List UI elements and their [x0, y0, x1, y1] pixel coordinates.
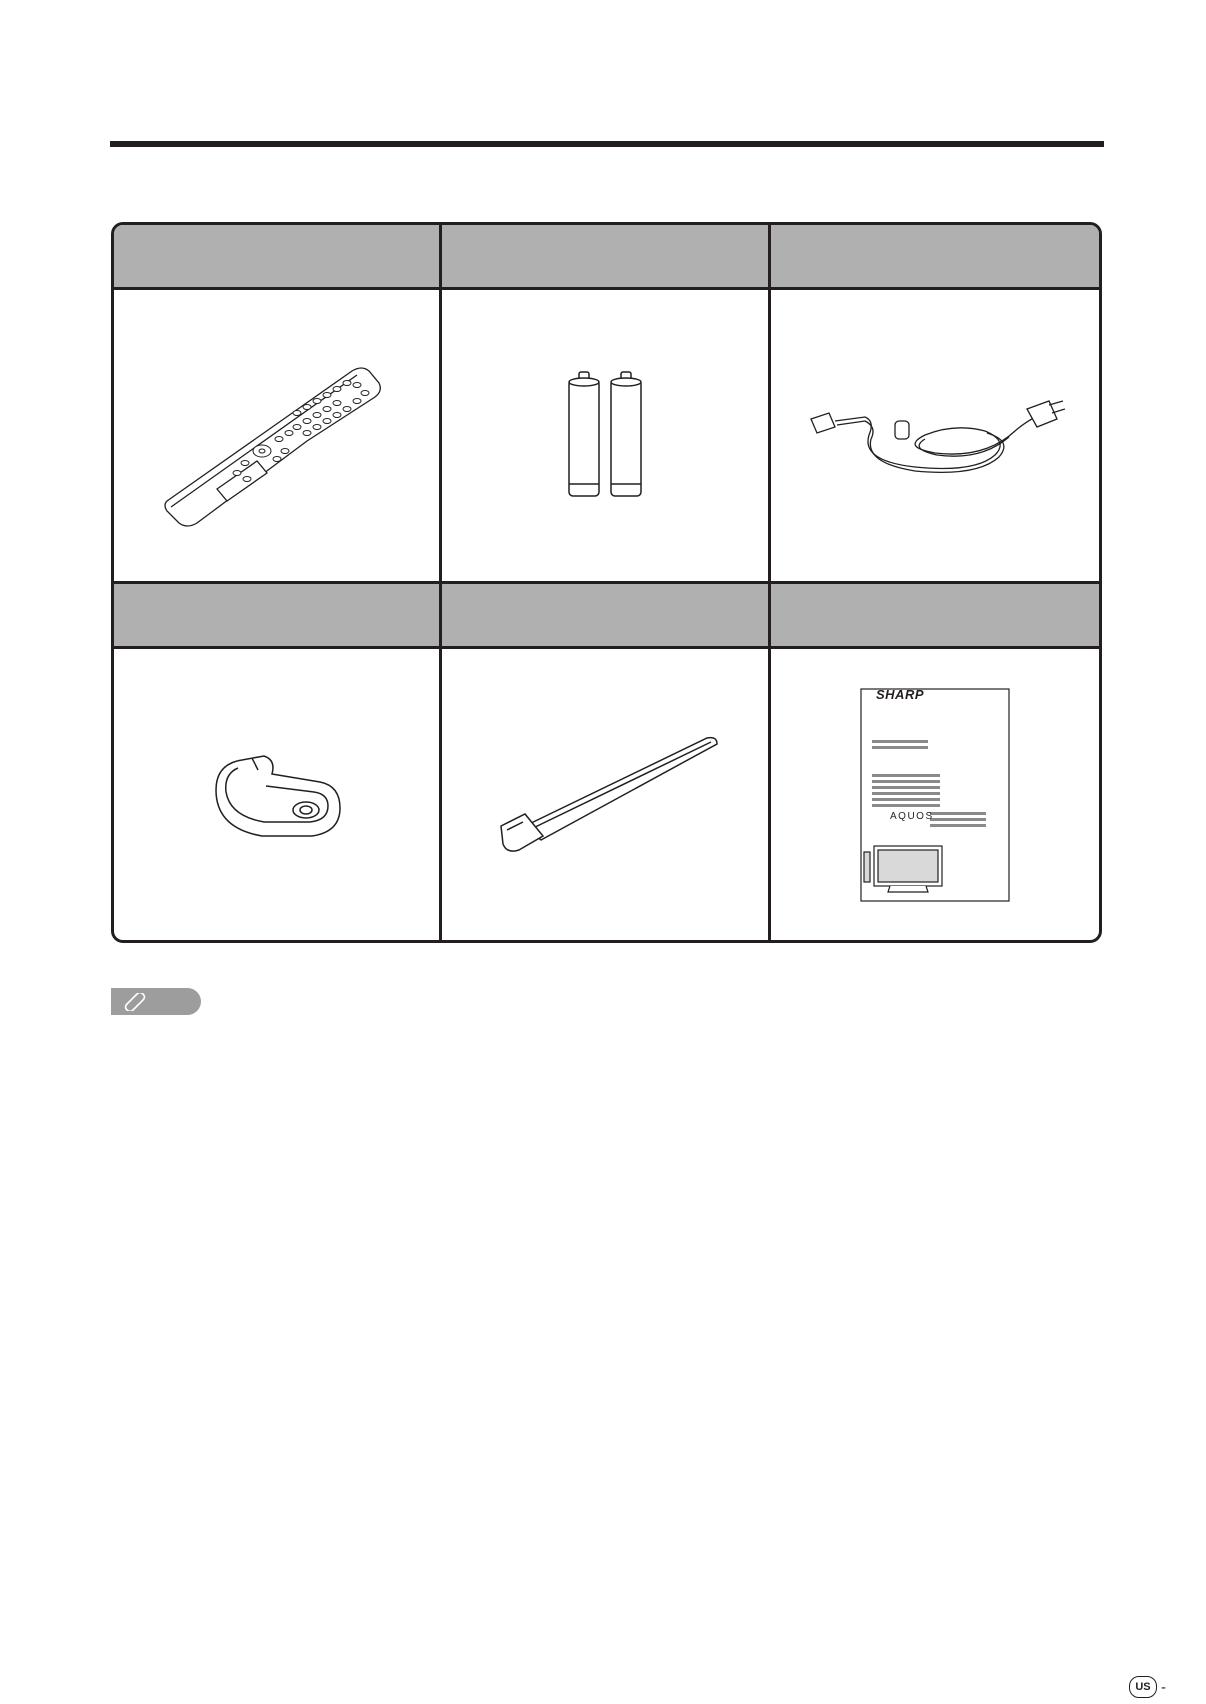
region-badge: US — [1129, 1676, 1157, 1698]
accessory-header-1 — [114, 225, 442, 290]
accessory-header-4 — [114, 584, 442, 649]
cable-tie-icon — [485, 730, 725, 860]
accessories-grid — [111, 222, 1102, 943]
paperclip-icon — [121, 993, 147, 1011]
accessory-cell-manual — [771, 649, 1099, 940]
aa-batteries-icon — [555, 366, 655, 506]
accessory-header-2 — [442, 225, 770, 290]
accessory-header-5 — [442, 584, 770, 649]
accessory-header-6 — [771, 584, 1099, 649]
page-suffix: - — [1161, 1678, 1166, 1696]
accessory-cell-power-cord — [771, 290, 1099, 584]
accessory-header-3 — [771, 225, 1099, 290]
cable-clamp-icon — [202, 740, 352, 850]
manual-brand-logo: SHARP — [876, 687, 925, 702]
accessory-cell-cable-clamp — [114, 649, 442, 940]
page-number — [1129, 1676, 1166, 1698]
ac-power-cord-icon — [805, 391, 1065, 481]
accessory-cell-batteries — [442, 290, 770, 584]
manual-product-logo: AQUOS — [890, 811, 934, 822]
remote-control-icon — [157, 341, 397, 531]
accessory-cell-cable-tie — [442, 649, 770, 940]
note-tab — [111, 988, 201, 1015]
operation-manual-icon — [860, 688, 1010, 902]
accessory-cell-remote — [114, 290, 442, 584]
section-rule — [110, 141, 1104, 147]
